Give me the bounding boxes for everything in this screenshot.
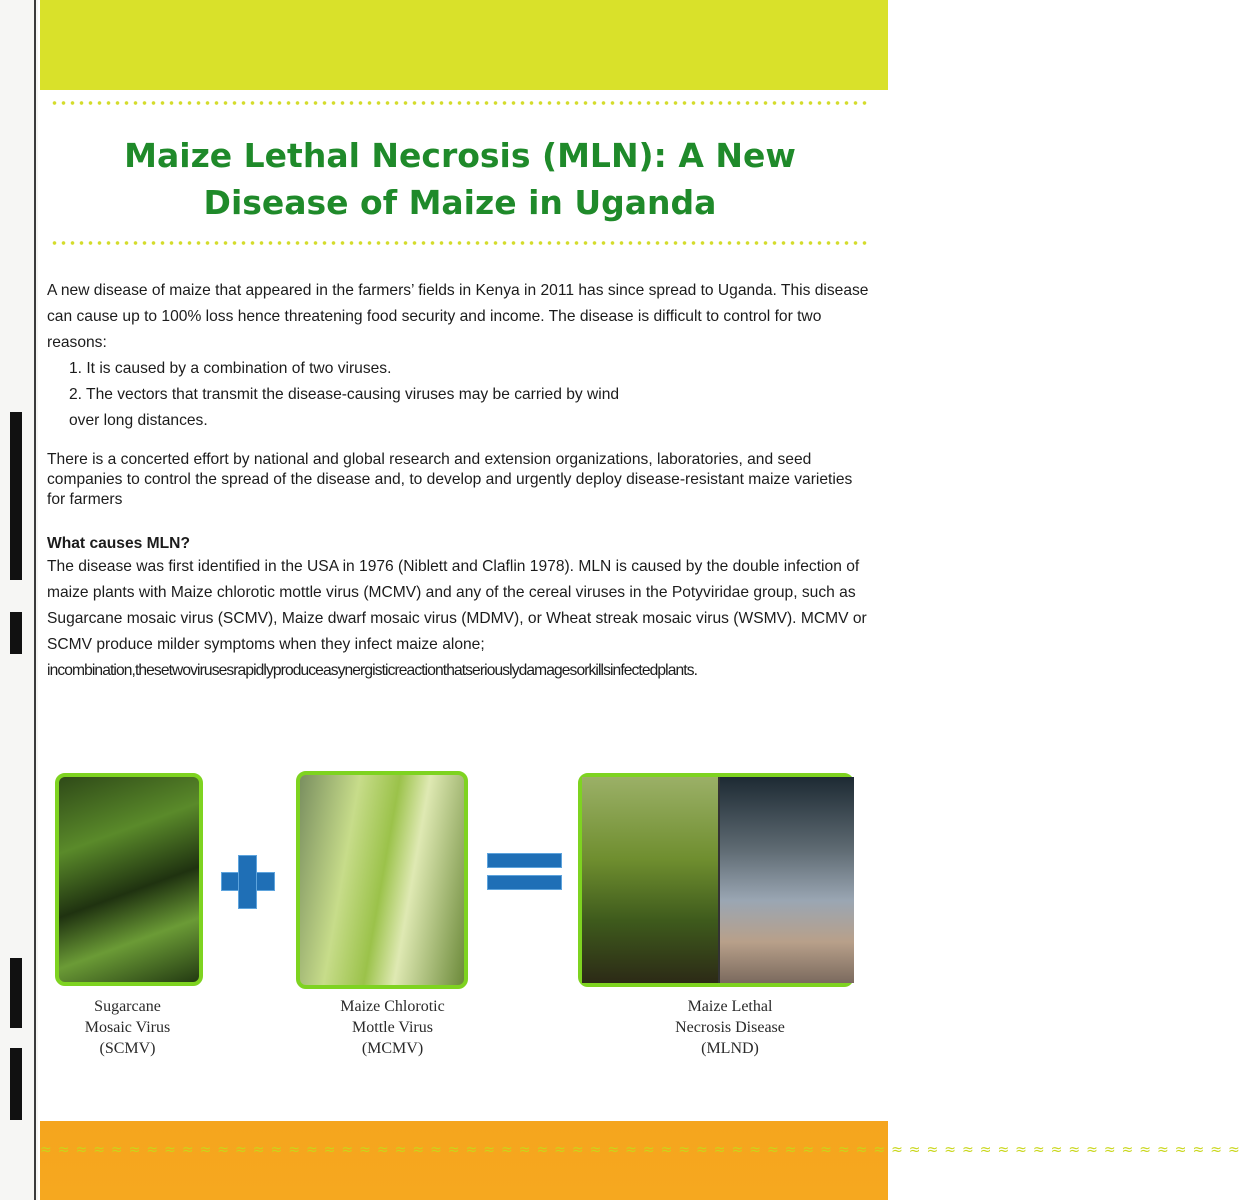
- dotted-divider-top: [50, 100, 870, 106]
- caption-line: Necrosis Disease: [675, 1019, 785, 1036]
- effort-paragraph: There is a concerted effort by national and global research and extension organizations, laboratories, and seed companies to control the spread of the disease and, to develop and urgently deploy disease-resistant maize varieties for farmers: [47, 451, 853, 508]
- scan-edge: [0, 0, 38, 1200]
- dotted-divider-bottom: [50, 240, 870, 246]
- caption-mlnd: [620, 996, 840, 1059]
- title-line-2: Disease of Maize in Uganda: [203, 183, 717, 222]
- title-line-1: Maize Lethal Necrosis (MLN): A New: [124, 136, 796, 175]
- caption-line: Sugarcane: [94, 998, 161, 1015]
- causes-paragraph: The disease was first identified in the USA in 1976 (Niblett and Claflin 1978). MLN is caused by the double infection of maize plants with Maize chlorotic mottle virus (MCMV) and any of the cereal viruses in the Potyviridae group, such as Sugarcane mosaic virus (SCMV), Maize dwarf mosaic virus (MDMV), or Wheat streak mosaic virus (WSMV). MCMV or SCMV produce milder symptoms when they infect maize alone;: [47, 558, 867, 653]
- scan-edge-line: [34, 0, 36, 1200]
- equals-icon: [487, 853, 562, 893]
- scan-mark: [10, 958, 22, 1028]
- caption-line: Maize Chlorotic: [340, 998, 445, 1015]
- reason-item: 1. It is caused by a combination of two viruses.: [69, 360, 392, 377]
- mlnd-photo: [578, 773, 854, 987]
- caption-line: Maize Lethal: [687, 998, 773, 1015]
- caption-line: (MCMV): [361, 1040, 424, 1057]
- top-color-band: [40, 0, 888, 90]
- scmv-photo: [55, 773, 203, 986]
- caption-line: (SCMV): [99, 1040, 156, 1057]
- caption-line: (MLND): [701, 1040, 759, 1057]
- bottom-color-band: [40, 1121, 1246, 1200]
- caption-scmv: [45, 996, 210, 1059]
- decorative-swirl-pattern: ≈≈≈≈≈≈≈≈≈≈≈≈≈≈≈≈≈≈≈≈≈≈≈≈≈≈≈≈≈≈≈≈≈≈≈≈≈≈≈≈≈≈≈≈≈≈≈≈≈≈≈≈≈≈≈≈≈≈≈≈≈≈≈≈≈≈≈≈: [40, 1142, 1246, 1158]
- mlnd-photo-dead-field: [720, 777, 854, 983]
- caption-mcmv: [300, 996, 485, 1059]
- article-body: [47, 278, 869, 684]
- mcmv-photo: [296, 771, 468, 989]
- page-title: [60, 132, 860, 226]
- reason-continuation: over long distances.: [69, 412, 208, 429]
- reasons-list: [69, 356, 869, 408]
- reason-item: 2. The vectors that transmit the disease-causing viruses may be carried by wind: [69, 386, 620, 403]
- causes-last-line: incombination,thesetwovirusesrapidlyproduceasynergisticreactionthatseriouslydamagesorkillsinfectedplants.: [47, 662, 698, 679]
- mlnd-photo-green-field: [582, 777, 718, 983]
- scan-mark: [10, 412, 22, 580]
- scan-mark: [10, 612, 22, 654]
- caption-line: Mosaic Virus: [84, 1019, 171, 1036]
- intro-paragraph: A new disease of maize that appeared in the farmers’ fields in Kenya in 2011 has since spread to Uganda. This disease can cause up to 100% loss hence threatening food security and income. The disease is difficult to control for two reasons:: [47, 282, 869, 351]
- causes-heading: What causes MLN?: [47, 535, 190, 552]
- plus-icon: [221, 855, 275, 909]
- caption-line: Mottle Virus: [352, 1019, 433, 1036]
- scan-mark: [10, 1048, 22, 1120]
